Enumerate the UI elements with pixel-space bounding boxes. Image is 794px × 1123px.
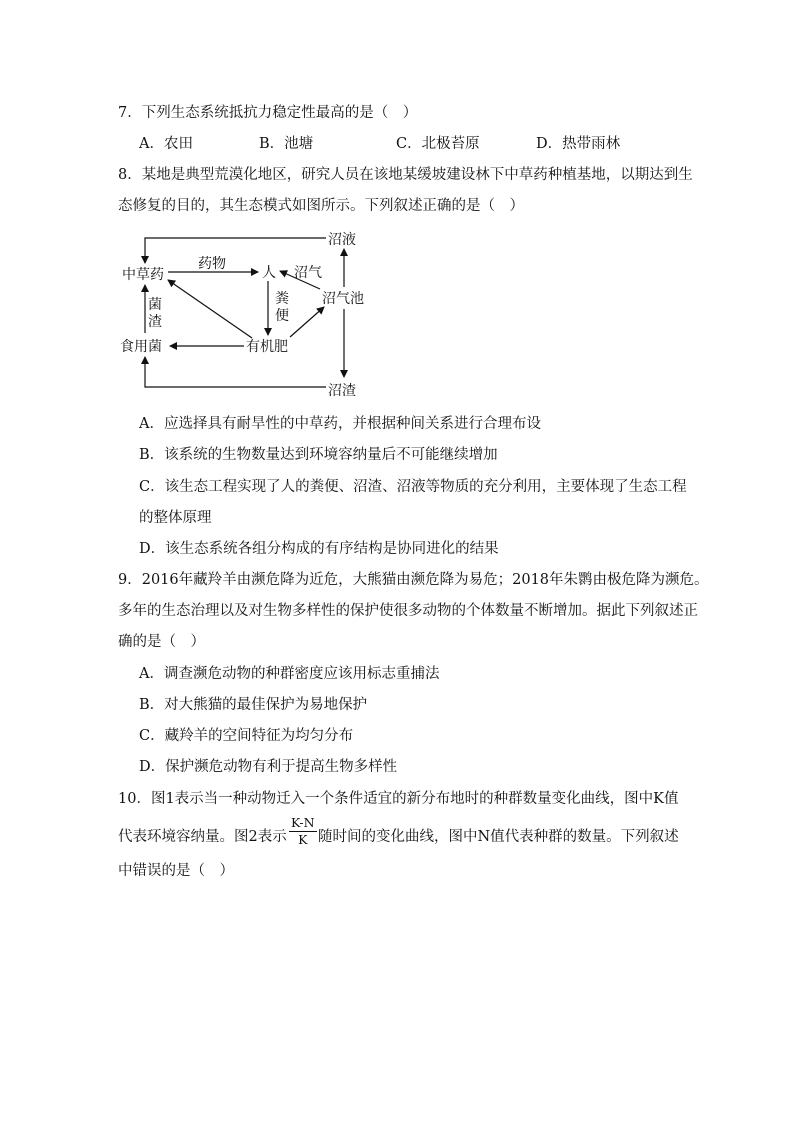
q8-stem-line1: 8．某地是典型荒漠化地区，研究人员在该地某缓坡建设林下中草药种植基地，以期达到生 (118, 167, 693, 183)
arrow-fertilizer-to-pool (290, 307, 324, 337)
q9-option-d[interactable]: D．保护濒危动物有利于提高生物多样性 (139, 759, 398, 775)
q7-option-a[interactable]: A．农田 (139, 136, 193, 152)
q8-option-a[interactable]: A．应选择具有耐旱性的中草药，并根据种间关系进行合理布设 (139, 416, 541, 432)
q9-stem-line1: 9．2016年藏羚羊由濒危降为近危，大熊猫由濒危降为易危；2018年朱鹮由极危降为濒危。 (118, 572, 709, 588)
q7-option-c[interactable]: C．北极苔原 (396, 136, 480, 152)
label-residue-2: 渣 (148, 314, 162, 330)
arrow-residue-to-fungi (145, 357, 326, 387)
q8-option-b[interactable]: B．该系统的生物数量达到环境容纳量后不可能继续增加 (139, 447, 498, 463)
arrow-liquid-to-herb (145, 238, 326, 263)
node-biogas-liquid: 沼液 (328, 232, 356, 248)
label-medicine: 药物 (198, 256, 226, 272)
q8-option-c-cont: 的整体原理 (139, 510, 212, 526)
q8-option-d[interactable]: D．该生态系统各组分构成的有序结构是协同进化的结果 (139, 541, 499, 557)
q9-option-b[interactable]: B．对大熊猫的最佳保护为易地保护 (139, 697, 368, 713)
eco-mode-diagram (110, 225, 380, 405)
q9-stem-line2: 多年的生态治理以及对生物多样性的保护使很多动物的个体数量不断增加。据此下列叙述正 (118, 603, 698, 619)
fraction-k-minus-n-over-k (289, 816, 317, 847)
label-feces-2: 便 (275, 308, 289, 324)
node-biogas-residue: 沼渣 (328, 383, 356, 399)
q10-stem-line3: 中错误的是（ ） (118, 863, 234, 879)
q9-option-c[interactable]: C．藏羚羊的空间特征为均匀分布 (139, 728, 354, 744)
node-herb: 中草药 (122, 267, 164, 283)
arrow-fertilizer-to-herb (168, 280, 252, 338)
node-fungi: 食用菌 (120, 339, 162, 355)
label-biogas: 沼气 (294, 265, 322, 281)
q7-stem: 7．下列生态系统抵抗力稳定性最高的是（ ） (118, 105, 418, 121)
q7-option-b[interactable]: B．池塘 (259, 136, 314, 152)
q7-option-d[interactable]: D．热带雨林 (536, 136, 621, 152)
node-fertilizer: 有机肥 (246, 339, 288, 355)
q10-stem-line2-pre: 代表环境容纳量。图2表示 (118, 829, 287, 845)
q8-option-c[interactable]: C．该生态工程实现了人的粪便、沼渣、沼液等物质的充分利用，主要体现了生态工程 (139, 479, 687, 495)
q10-stem-line1: 10．图1表示当一种动物迁入一个条件适宜的新分布地时的种群数量变化曲线，图中K值 (118, 791, 679, 807)
q9-stem-line3: 确的是（ ） (118, 634, 205, 650)
q8-stem-line2: 态修复的目的，其生态模式如图所示。下列叙述正确的是（ ） (118, 198, 524, 214)
fraction-denominator: K (298, 832, 308, 847)
fraction-numerator: K-N (291, 815, 315, 830)
q9-option-a[interactable]: A．调查濒危动物的种群密度应该用标志重捕法 (139, 666, 440, 682)
q10-stem-line2-post: 随时间的变化曲线，图中N值代表种群的数量。下列叙述 (318, 829, 679, 845)
label-feces-1: 粪 (275, 291, 289, 307)
node-biogas-pool: 沼气池 (322, 291, 364, 307)
node-person: 人 (262, 265, 276, 281)
label-residue-1: 菌 (148, 297, 162, 313)
